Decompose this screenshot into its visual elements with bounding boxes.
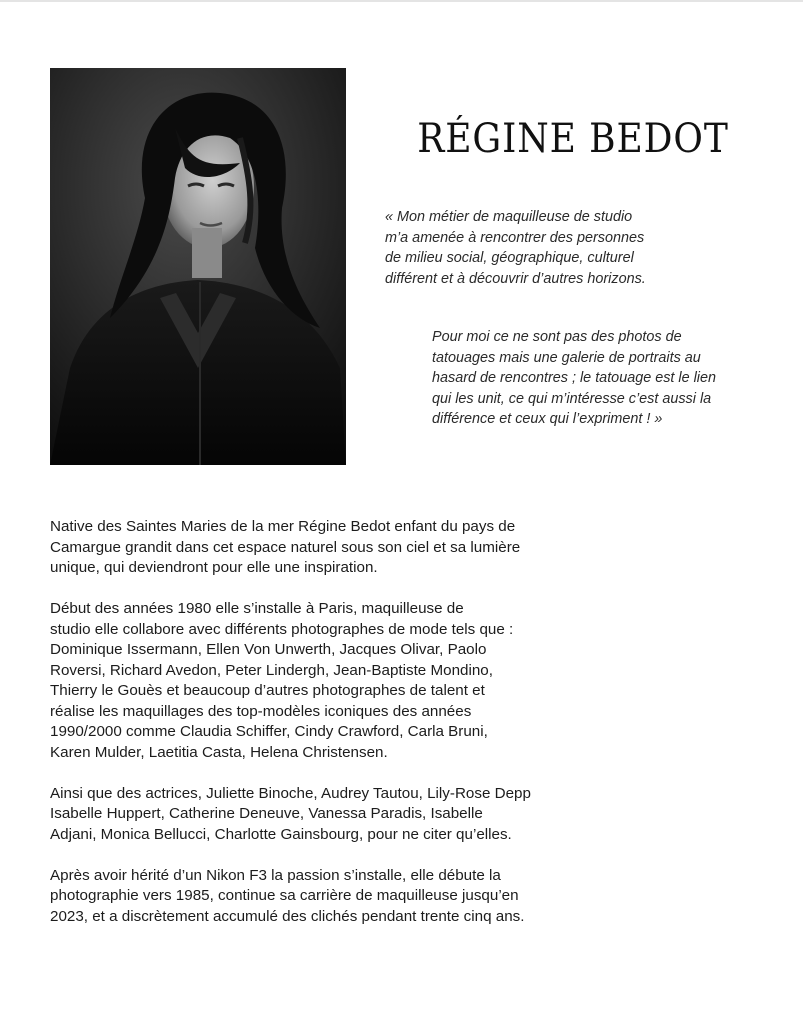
quote-part-1 [385,207,705,289]
bio-line: Ainsi que des actrices, Juliette Binoche, Audrey Tautou, Lily-Rose Depp [50,784,531,802]
bio-paragraph-actresses [50,784,670,846]
quote-line: m’a amenée à rencontrer des personnes [385,229,645,246]
bio-line: réalise les maquillages des top-modèles iconiques des années [50,702,472,720]
bio-line: Dominique Issermann, Ellen Von Unwerth, Jacques Olivar, Paolo [50,641,487,658]
bio-line: 2023, et a discrètement accumulé des clichés pendant trente cinq ans. [50,907,525,925]
bio-paragraph-career [50,599,670,763]
quote-line: différent et à découvrir d’autres horizons. [385,270,646,287]
quote-line: Pour moi ce ne sont pas des photos de [432,329,682,345]
quote-line: qui les unit, ce qui m’intéresse c’est aussi la [432,390,712,407]
bio-line: Karen Mulder, Laetitia Casta, Helena Christensen. [50,743,388,761]
bio-line: Roversi, Richard Avedon, Peter Lindergh, Jean-Baptiste Mondino, [50,661,493,679]
quote-line: de milieu social, géographique, culturel [385,250,634,266]
bio-line: Thierry le Gouès et beaucoup d’autres photographes de talent et [50,682,485,699]
bio-line: unique, qui deviendront pour elle une inspiration. [50,559,378,576]
portrait-photo [50,68,346,465]
bio-line: Native des Saintes Maries de la mer Régine Bedot enfant du pays de [50,518,516,535]
biography [50,517,670,948]
page-title: RÉGINE BEDOT [417,116,729,162]
bio-line: 1990/2000 comme Claudia Schiffer, Cindy Crawford, Carla Bruni, [50,723,488,740]
quote-line: « Mon métier de maquilleuse de studio [385,209,633,225]
quote-line: différence et ceux qui l’expriment ! » [432,411,663,427]
quote-line: tatouages mais une galerie de portraits au [432,349,701,366]
bio-line: Isabelle Huppert, Catherine Deneuve, Vanessa Paradis, Isabelle [50,805,483,822]
bio-line: Adjani, Monica Bellucci, Charlotte Gainsbourg, pour ne citer qu’elles. [50,825,512,843]
bio-paragraph-origins [50,517,670,579]
bio-line: Début des années 1980 elle s’installe à Paris, maquilleuse de [50,600,464,617]
portrait-image [50,68,346,465]
bio-line: photographie vers 1985, continue sa carrière de maquilleuse jusqu’en [50,887,519,904]
bio-line: Camargue grandit dans cet espace naturel sous son ciel et sa lumière [50,538,521,556]
top-divider [0,0,803,2]
quote-line: hasard de rencontres ; le tatouage est le lien [432,370,716,386]
bio-paragraph-photography [50,866,670,928]
quote-part-2 [432,327,762,430]
bio-line: studio elle collabore avec différents photographes de mode tels que : [50,620,514,638]
bio-line: Après avoir hérité d’un Nikon F3 la passion s’installe, elle débute la [50,866,501,884]
